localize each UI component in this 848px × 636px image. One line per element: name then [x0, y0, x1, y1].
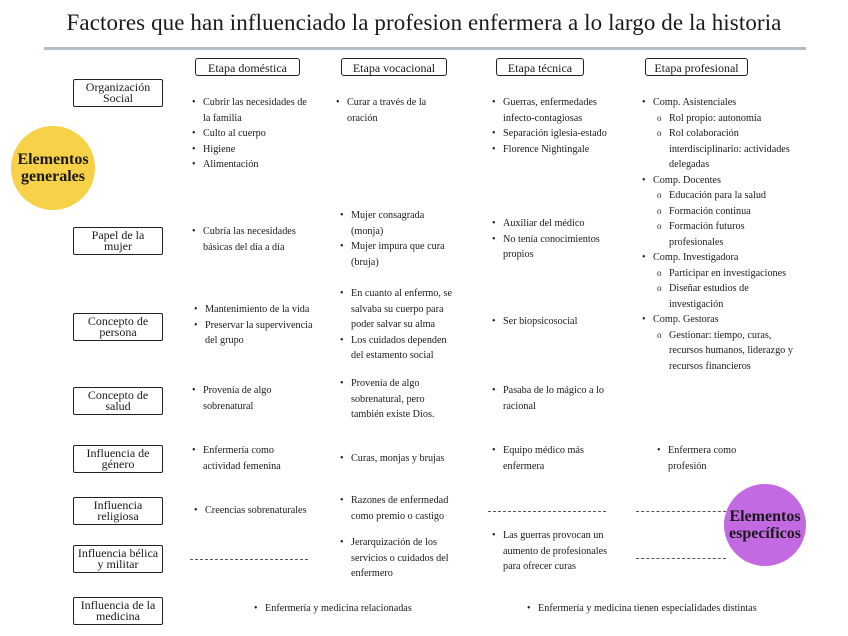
bullet-item: • Mujer consagrada (monja): [351, 208, 453, 239]
row-concepto-salud: Concepto de salud: [73, 387, 163, 415]
bullet-item: • Pasaba de lo mágico a lo racional: [503, 383, 610, 414]
bullet-item: • Cubrir las necesidades de la familia: [203, 95, 315, 126]
sub-bullet-list: [653, 328, 795, 375]
title-divider: [44, 47, 806, 50]
bullet-list: [490, 528, 610, 575]
cell-religiosa-vocacional: [338, 493, 463, 524]
cell-mujer-vocacional: [338, 208, 453, 270]
bullet-list: [655, 443, 760, 474]
bullet-item: • Florence Nightingale: [503, 142, 610, 158]
bullet-item: • Equipo médico más enfermera: [503, 443, 600, 474]
bullet-item: • Guerras, enfermedades infecto-contagiosas: [503, 95, 610, 126]
sub-bullet-item: o Gestionar: tiempo, curas, recursos humanos, liderazgo y recursos financieros: [669, 328, 795, 375]
belica-domestica-empty: [190, 559, 308, 560]
bullet-list: [190, 224, 310, 255]
bullet-list: [190, 95, 315, 173]
bullet-list: [490, 314, 605, 330]
cell-genero-tecnica: [490, 443, 600, 474]
page-title: Factores que han influenciado la profesion enfermera a lo largo de la historia: [66, 10, 782, 35]
bullet-item: • Preservar la supervivencia del grupo: [205, 318, 317, 349]
elementos-generales-label: Elementos generales: [17, 151, 89, 185]
cell-persona-vocacional: [338, 286, 458, 364]
bullet-item: • Enfermería como actividad femenina: [203, 443, 300, 474]
stage-vocacional: Etapa vocacional: [341, 58, 447, 76]
cell-persona-tecnica: [490, 314, 605, 330]
bullet-item-label: Comp. Docentes: [653, 174, 721, 186]
bullet-list: [192, 503, 327, 519]
cell-profesional: [640, 95, 795, 374]
cell-belica-vocacional: [338, 535, 458, 582]
cell-belica-tecnica: [490, 528, 610, 575]
stage-profesional: Etapa profesional: [645, 58, 748, 76]
cell-salud-vocacional: [338, 376, 458, 423]
bullet-list: [338, 376, 458, 423]
bullet-item: • Curar a través de la oración: [347, 95, 454, 126]
cell-org-tecnica: [490, 95, 610, 157]
cell-genero-profesional: [655, 443, 760, 474]
cell-salud-tecnica: [490, 383, 610, 414]
bullet-item: • Mantenimiento de la vida: [205, 302, 317, 318]
belica-profesional-empty: [636, 558, 726, 559]
bullet-item: • Separación iglesia-estado: [503, 126, 610, 142]
cell-org-vocacional: [334, 95, 454, 126]
religiosa-profesional-empty: [636, 511, 726, 512]
bullet-item: [653, 250, 795, 312]
cell-persona-domestica: [192, 302, 317, 349]
stage-domestica: Etapa doméstica: [195, 58, 300, 76]
bullet-list: [490, 95, 610, 157]
cell-mujer-tecnica: [490, 216, 605, 263]
row-influencia-genero: Influencia de género: [73, 445, 163, 473]
bullet-item-label: Comp. Investigadora: [653, 252, 739, 263]
sub-bullet-item: o Rol propio: autonomía: [669, 111, 795, 127]
bullet-item: • Enfermería y medicina relacionadas: [265, 601, 452, 617]
cell-org-domestica: [190, 95, 315, 173]
elementos-especificos-label: Elementos específicos: [729, 508, 801, 542]
sub-bullet-item: o Formación continua: [669, 204, 795, 220]
bullet-item: [653, 312, 795, 374]
bullet-list: [338, 535, 458, 582]
sub-bullet-item: o Rol colaboración interdisciplinario: actividades delegadas: [669, 126, 795, 173]
sub-bullet-list: [653, 266, 795, 313]
bullet-item: [653, 95, 795, 173]
bullet-list: [338, 451, 463, 467]
bullet-item: • Provenía de algo sobrenatural: [203, 383, 300, 414]
bullet-item-label: Comp. Asistenciales: [653, 97, 737, 108]
bullet-item-label: Comp. Gestoras: [653, 314, 719, 325]
bullet-list: [490, 383, 610, 414]
sub-bullet-list: [653, 111, 795, 173]
religiosa-tecnica-empty: [488, 511, 606, 512]
bullet-item: • No tenía conocimientos propios: [503, 232, 605, 263]
bullet-list: [525, 601, 785, 617]
bullet-list: [490, 443, 600, 474]
bullet-item: • Las guerras provocan un aumento de profesionales para ofrecer curas: [503, 528, 610, 575]
bullet-list: [338, 208, 453, 270]
bullet-item: • Enfermera como profesión: [668, 443, 760, 474]
row-papel-mujer: Papel de la mujer: [73, 227, 163, 255]
bullet-item: • Creencias sobrenaturales: [205, 503, 327, 519]
bullet-item: • Higiene: [203, 142, 315, 158]
cell-medicina-left: [252, 601, 452, 617]
sub-bullet-item: o Educación para la salud: [669, 188, 795, 204]
bullet-list: [334, 95, 454, 126]
row-organizacion-social: Organización Social: [73, 79, 163, 107]
row-influencia-religiosa: Influencia religiosa: [73, 497, 163, 525]
bullet-item: • Ser biopsicosocial: [503, 314, 605, 330]
elementos-especificos-circle: [724, 484, 806, 566]
bullet-item: • Curas, monjas y brujas: [351, 451, 463, 467]
row-influencia-belica: Influencia bélica y militar: [73, 545, 163, 573]
cell-genero-vocacional: [338, 451, 463, 467]
bullet-list: [338, 493, 463, 524]
sub-bullet-item: o Participar en investigaciones: [669, 266, 795, 282]
bullet-item: • Alimentación: [203, 157, 315, 173]
bullet-list: [192, 302, 317, 349]
bullet-list: [252, 601, 452, 617]
bullet-item: • Razones de enfermedad como premio o castigo: [351, 493, 463, 524]
stage-tecnica: Etapa técnica: [496, 58, 584, 76]
elementos-generales-circle: [11, 126, 95, 210]
bullet-list: [490, 216, 605, 263]
bullet-list: [190, 443, 300, 474]
bullet-list: [190, 383, 300, 414]
cell-mujer-domestica: [190, 224, 310, 255]
bullet-item: • Mujer impura que cura (bruja): [351, 239, 453, 270]
bullet-item: • Jerarquización de los servicios o cuidados del enfermero: [351, 535, 458, 582]
bullet-list: [338, 286, 458, 364]
cell-salud-domestica: [190, 383, 300, 414]
cell-medicina-right: [525, 601, 785, 617]
bullet-item: • Enfermería y medicina tienen especialidades distintas: [538, 601, 785, 617]
bullet-list: [640, 95, 795, 374]
sub-bullet-item: o Formación futuros profesionales: [669, 219, 795, 250]
row-influencia-medicina: Influencia de la medicina: [73, 597, 163, 625]
row-concepto-persona: Concepto de persona: [73, 313, 163, 341]
bullet-item: • Auxiliar del médico: [503, 216, 605, 232]
sub-bullet-item: o Diseñar estudios de investigación: [669, 281, 795, 312]
bullet-item: • Provenía de algo sobrenatural, pero también existe Dios.: [351, 376, 458, 423]
bullet-item: [653, 173, 795, 251]
bullet-item: • Culto al cuerpo: [203, 126, 315, 142]
cell-religiosa-domestica: [192, 503, 327, 519]
sub-bullet-list: [653, 188, 795, 250]
cell-genero-domestica: [190, 443, 300, 474]
bullet-item: • Cubría las necesidades básicas del día a día: [203, 224, 310, 255]
bullet-item: • En cuanto al enfermo, se salvaba su cuerpo para poder salvar su alma: [351, 286, 458, 333]
bullet-item: • Los cuidados dependen del estamento social: [351, 333, 458, 364]
